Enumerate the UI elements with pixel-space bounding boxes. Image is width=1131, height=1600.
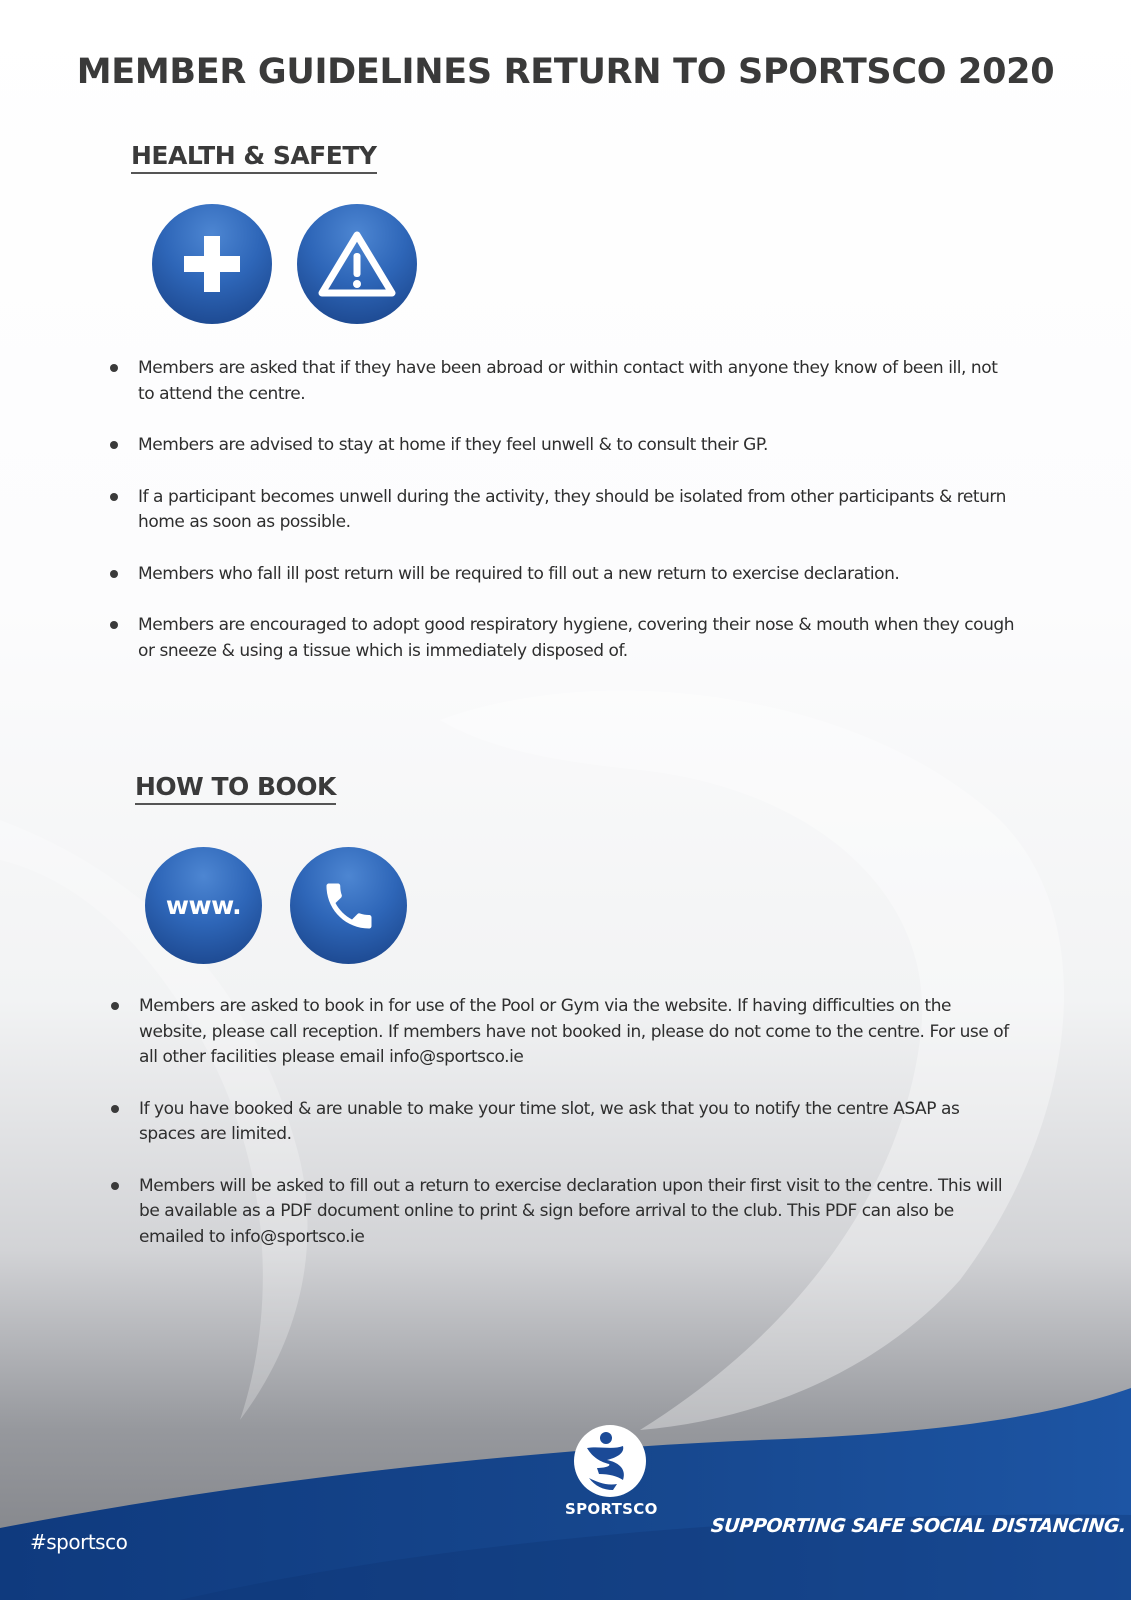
list-item: Members are advised to stay at home if they feel unwell & to consult their GP.	[110, 433, 1015, 459]
hashtag: #sportsco	[30, 1530, 128, 1554]
phone-icon	[290, 847, 407, 964]
how-to-book-heading: HOW TO BOOK	[135, 772, 336, 805]
list-item: Members who fall ill post return will be required to fill out a new return to exercise declaration.	[110, 562, 1015, 588]
warning-triangle-icon	[297, 204, 417, 324]
website-icon-label: www.	[165, 891, 242, 920]
logo-name: SPORTSCO	[565, 1500, 658, 1518]
list-item: Members will be asked to fill out a return to exercise declaration upon their first visit to the centre. This will be available as a PDF document online to print & sign before arrival to the club. This PDF can also be emailed to info@sportsco.ie	[111, 1174, 1016, 1251]
how-to-book-list	[111, 994, 1016, 1250]
list-item: Members are encouraged to adopt good respiratory hygiene, covering their nose & mouth when they cough or sneeze & using a tissue which is immediately disposed of.	[110, 613, 1015, 664]
medical-cross-icon	[152, 204, 272, 324]
health-safety-list	[110, 356, 1015, 664]
page-title: MEMBER GUIDELINES RETURN TO SPORTSCO 2020	[76, 52, 1055, 92]
list-item: Members are asked to book in for use of the Pool or Gym via the website. If having difficulties on the website, please call reception. If members have not booked in, please do not come to the centre. For use of all other facilities please email info@sportsco.ie	[111, 994, 1016, 1071]
website-icon	[145, 847, 262, 964]
list-item: Members are asked that if they have been abroad or within contact with anyone they know of been ill, not to attend the centre.	[110, 356, 1015, 407]
list-item: If you have booked & are unable to make your time slot, we ask that you to notify the centre ASAP as spaces are limited.	[111, 1097, 1016, 1148]
sportsco-logo	[565, 1424, 658, 1520]
sportsco-logo-mark	[573, 1424, 647, 1498]
health-safety-heading: HEALTH & SAFETY	[131, 141, 377, 174]
list-item: If a participant becomes unwell during the activity, they should be isolated from other participants & return home as soon as possible.	[110, 485, 1015, 536]
tagline: SUPPORTING SAFE SOCIAL DISTANCING.	[709, 1515, 1128, 1537]
